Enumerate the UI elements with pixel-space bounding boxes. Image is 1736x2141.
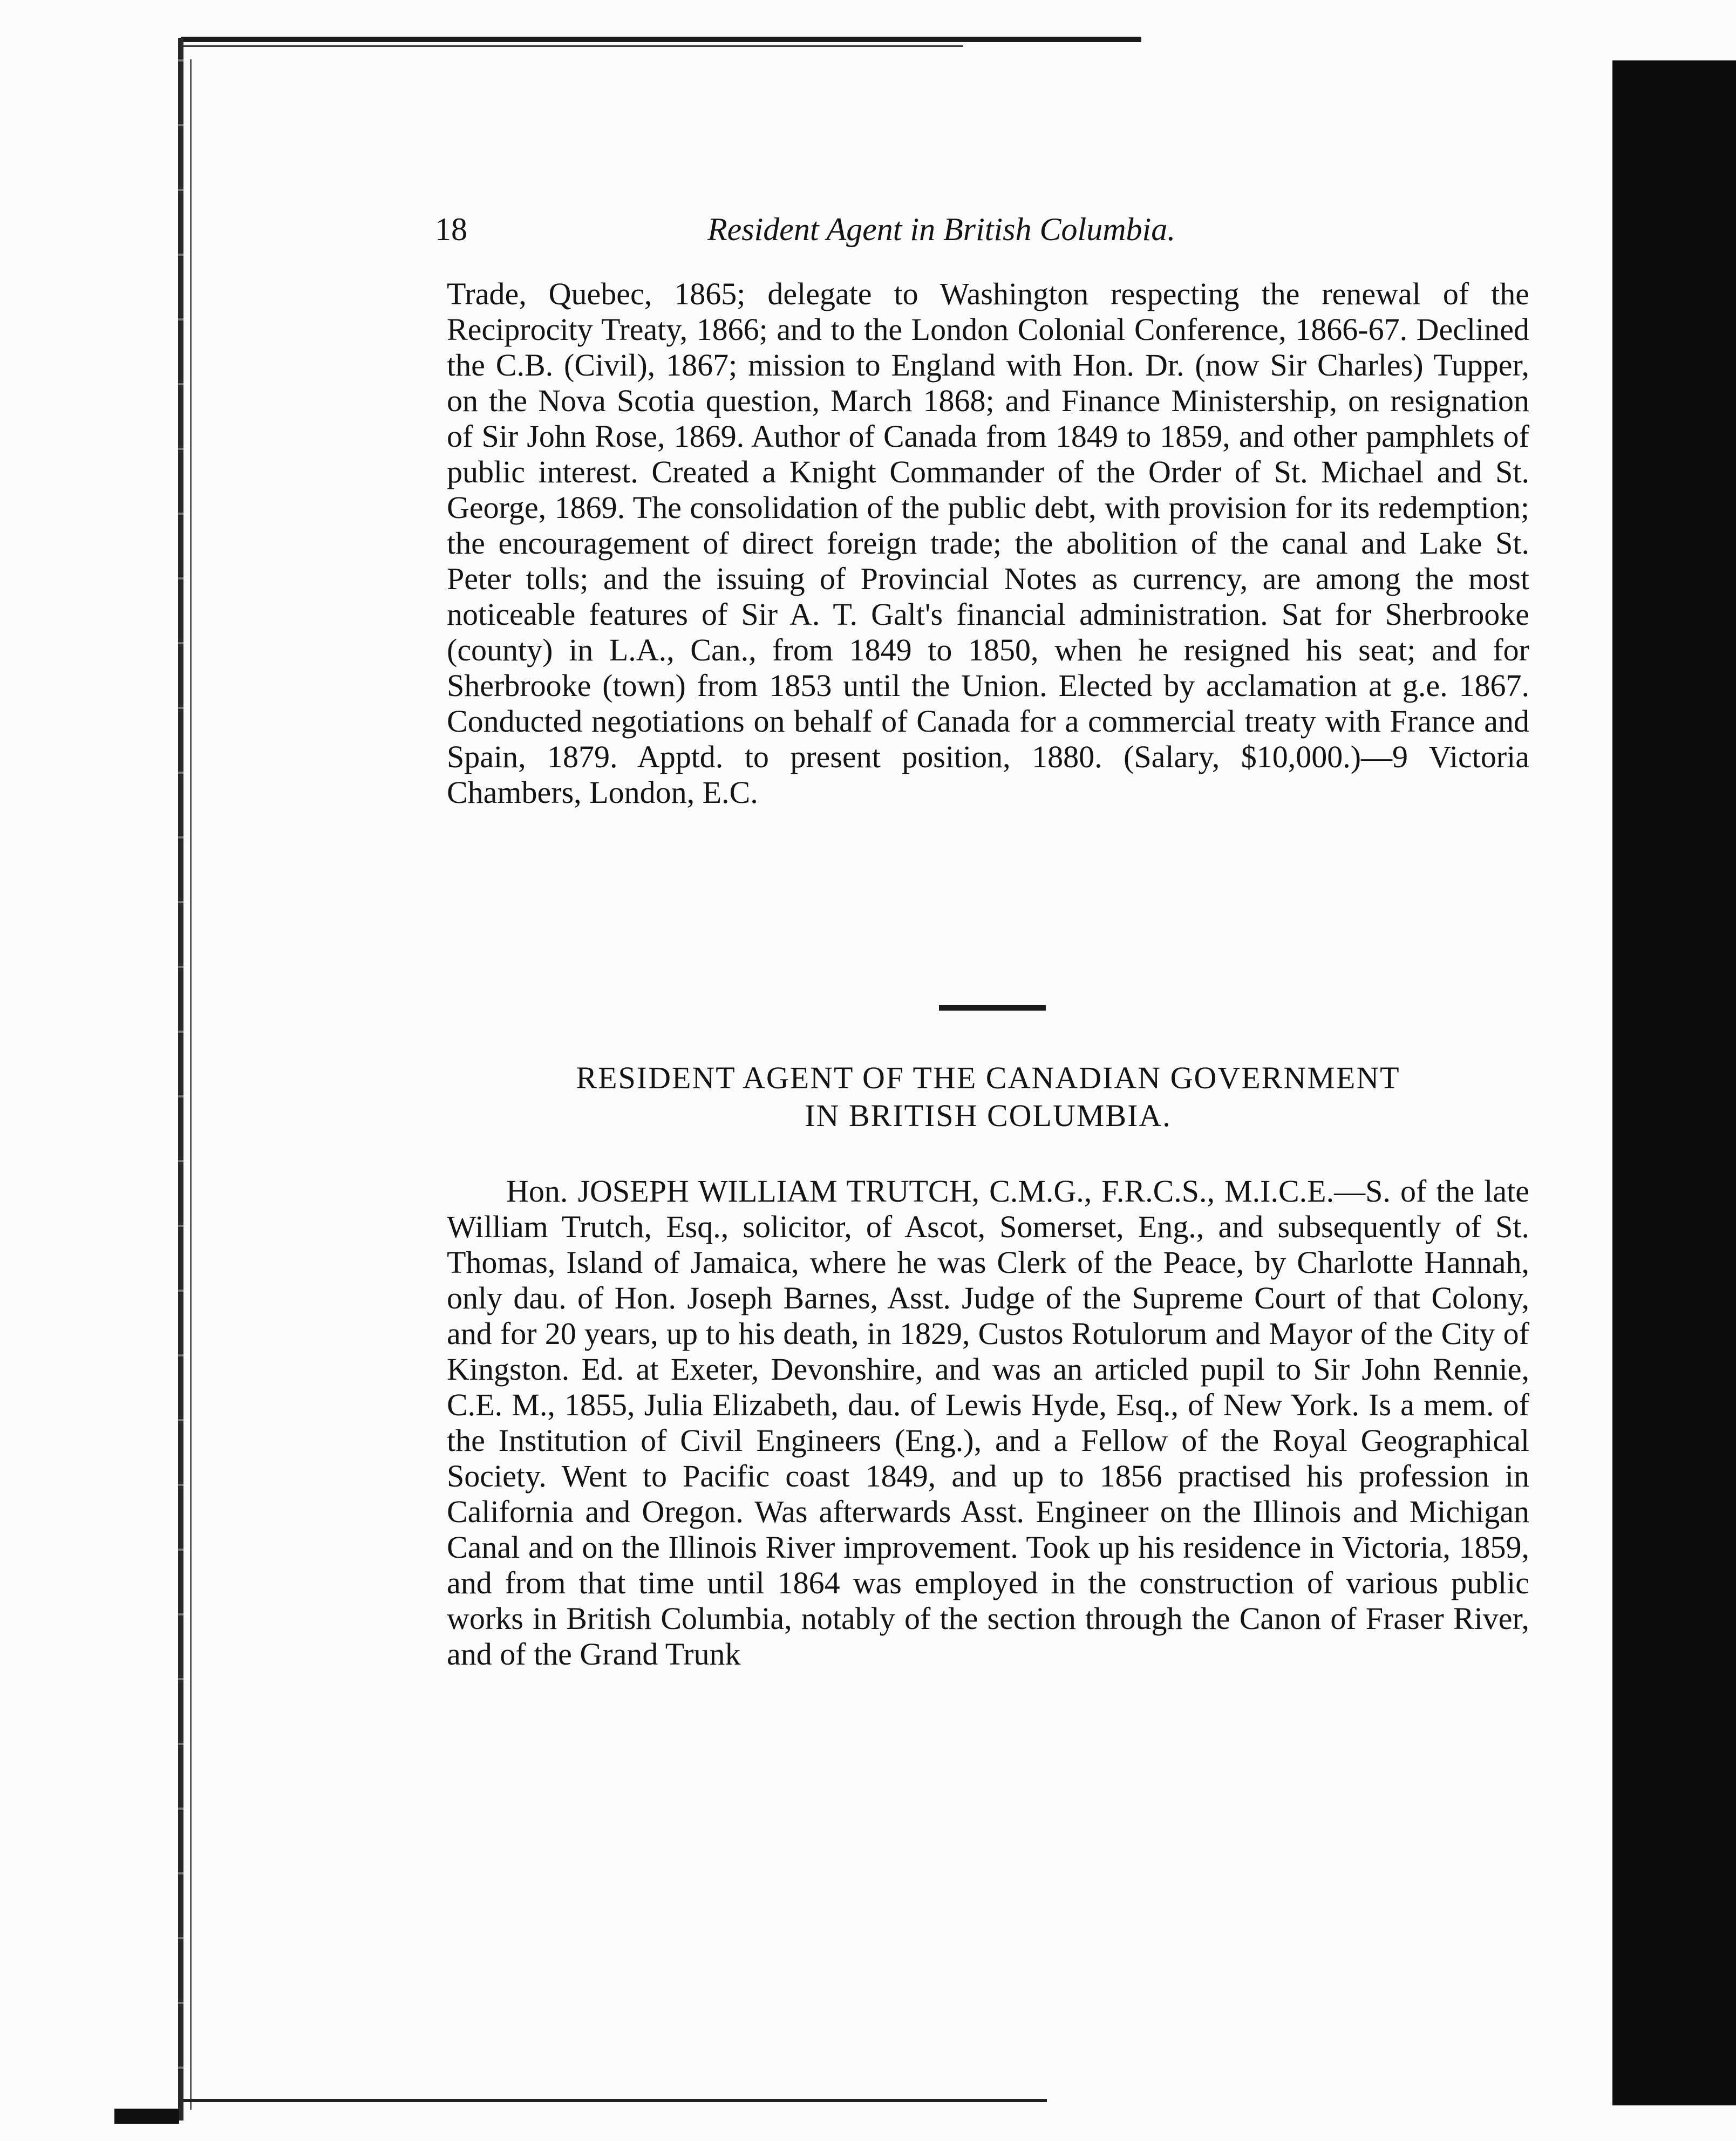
paragraph-trutch-biography: Hon. JOSEPH WILLIAM TRUTCH, C.M.G., F.R.C.S., M.I.C.E.—S. of the late William Trutch, Esq., solicitor, of Ascot, Somerset, Eng., and subsequently of St. Thomas, Island of Jamaica, where he was Clerk of the Peace, by Charlotte Hannah, only dau. of Hon. Joseph Barnes, Asst. Judge of the Supreme Court of that Colony, and for 20 years, up to his death, in 1829, Custos Rotulorum and Mayor of the City of Kingston. Ed. at Exeter, Devonshire, and was an articled pupil to Sir John Rennie, C.E. M., 1855, Julia Elizabeth, dau. of Lewis Hyde, Esq., of New York. Is a mem. of the Institution of Civil Engineers (Eng.), and a Fellow of the Royal Geographical Society. Went to Pacific coast 1849, and up to 1856 practised his profession in California and Oregon. Was afterwards Asst. Engineer on the Illinois and Michigan Canal and on the Illinois River improvement. Took up his residence in Victoria, 1859, and from that time until 1864 was employed in the construction of various public works in British Columbia, notably of the section through the Canon of Fraser River, and of the Grand Trunk: [447, 1174, 1529, 1672]
section-heading-line-2: IN BRITISH COLUMBIA.: [805, 1098, 1172, 1133]
section-divider: [939, 1005, 1046, 1011]
section-heading-line-1: RESIDENT AGENT OF THE CANADIAN GOVERNMENT: [576, 1060, 1400, 1095]
running-head-title: Resident Agent in British Columbia.: [707, 212, 1176, 247]
running-head: [435, 205, 1530, 254]
paragraph-galt-biography: Trade, Quebec, 1865; delegate to Washington respecting the renewal of the Reciprocity Treaty, 1866; and to the London Colonial Conference, 1866-67. Declined the C.B. (Civil), 1867; mission to England with Hon. Dr. (now Sir Charles) Tupper, on the Nova Scotia question, March 1868; and Finance Ministership, on resignation of Sir John Rose, 1869. Author of Canada from 1849 to 1859, and other pamphlets of public interest. Created a Knight Commander of the Order of St. Michael and St. George, 1869. The consolidation of the public debt, with provision for its redemption; the encouragement of direct foreign trade; the abolition of the canal and Lake St. Peter tolls; and the issuing of Provincial Notes as currency, are among the most noticeable features of Sir A. T. Galt's financial administration. Sat for Sherbrooke (county) in L.A., Can., from 1849 to 1850, when he resigned his seat; and for Sherbrooke (town) from 1853 until the Union. Elected by acclamation at g.e. 1867. Conducted negotiations on behalf of Canada for a commercial treaty with France and Spain, 1879. Apptd. to present position, 1880. (Salary, $10,000.)—9 Victoria Chambers, London, E.C.: [447, 276, 1529, 810]
page-number: 18: [435, 212, 467, 247]
